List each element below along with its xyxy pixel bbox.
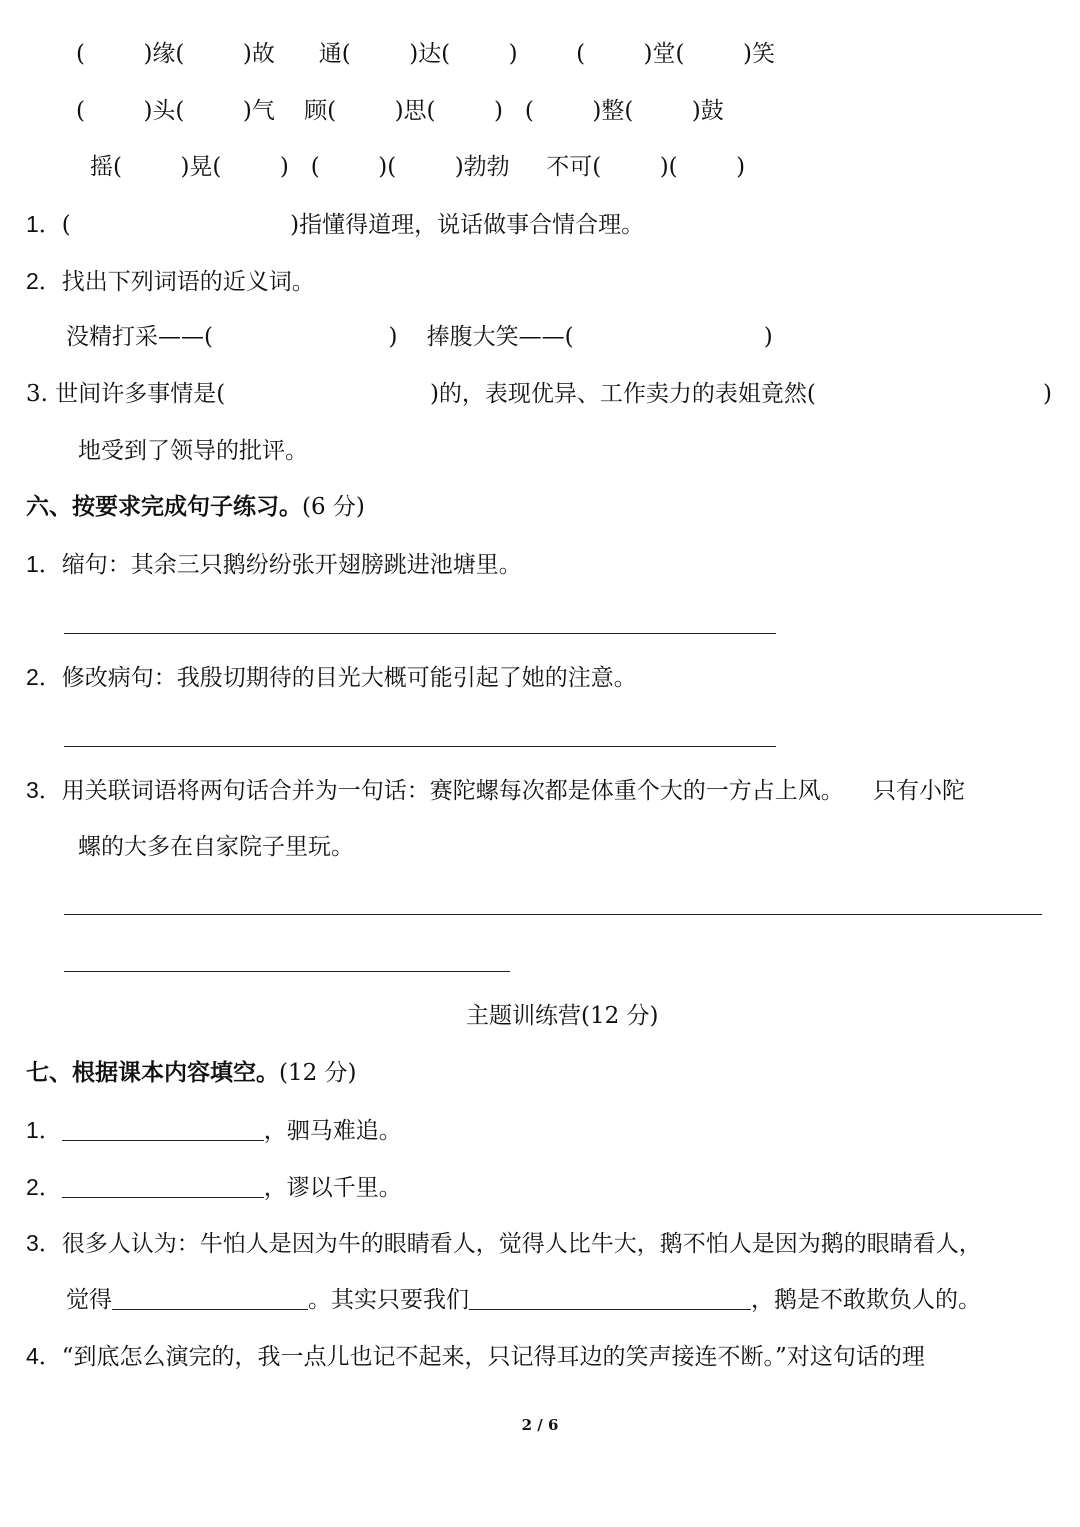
idiom-row-3: 摇( )晃( ) ( )( )勃勃 不可( )( ) <box>90 154 746 180</box>
question-number: 2． <box>26 268 62 294</box>
idiom-row-2: ( )头( )气 顾( )思( ) ( )整( )鼓 <box>76 98 724 124</box>
question-3-close-paren: ) <box>1043 381 1052 407</box>
item-number: 2． <box>26 664 62 690</box>
section-7-item-3 <box>26 1229 982 1258</box>
section-6-title: 六、按要求完成句子练习。 <box>26 493 302 520</box>
question-2 <box>26 267 315 296</box>
blank-prefix: 觉得 <box>66 1287 112 1313</box>
section-7-item-1 <box>26 1116 402 1145</box>
item-number: 2． <box>26 1174 62 1200</box>
item-number: 1． <box>26 1117 62 1143</box>
question-text: 找出下列词语的近义词。 <box>61 269 315 295</box>
blank-middle: 。其实只要我们 <box>308 1287 469 1313</box>
item-number: 3． <box>26 1230 62 1256</box>
answer-line[interactable] <box>64 746 776 747</box>
page-number: 2 / 6 <box>521 1416 559 1434</box>
answer-line[interactable] <box>64 971 510 972</box>
question-1 <box>26 210 644 239</box>
theme-title: 主题训练营(12 分) <box>466 1003 659 1029</box>
section-7-item-4 <box>26 1342 925 1371</box>
item-text: 修改病句：我殷切期待的目光大概可能引起了她的注意。 <box>61 665 637 691</box>
section-6-item-3 <box>26 776 965 805</box>
section-7-item-3-continued <box>66 1286 981 1314</box>
synonym-pairs: 没精打采——( ) 捧腹大笑——( ) <box>66 324 773 350</box>
answer-line[interactable] <box>64 633 776 634</box>
blank-suffix: ，鹅是不敢欺负人的。 <box>751 1287 981 1313</box>
blank[interactable] <box>62 1120 264 1141</box>
section-6-heading <box>26 493 365 521</box>
question-number: 1． <box>26 211 62 237</box>
question-text: ( )指懂得道理，说话做事合情合理。 <box>61 212 645 238</box>
idiom-row-1: ( )缘( )故 通( )达( ) ( )堂( )笑 <box>76 41 775 67</box>
item-number: 4． <box>26 1343 62 1369</box>
item-number: 1． <box>26 551 62 577</box>
item-text: 用关联词语将两句话合并为一句话：赛陀螺每次都是体重个大的一方占上风。 只有小陀 <box>61 778 966 804</box>
section-7-score: (12 分) <box>279 1060 357 1086</box>
blank[interactable] <box>469 1289 751 1310</box>
item-text: 很多人认为：牛怕人是因为牛的眼睛看人，觉得人比牛大，鹅不怕人是因为鹅的眼睛看人， <box>61 1231 982 1257</box>
section-7-title: 七、根据课本内容填空。 <box>26 1059 279 1086</box>
section-7-item-2 <box>26 1173 402 1202</box>
section-6-item-3-continued: 螺的大多在自家院子里玩。 <box>78 834 354 860</box>
section-6-item-2 <box>26 663 637 692</box>
item-text: 缩句：其余三只鹅纷纷张开翅膀跳进池塘里。 <box>61 552 522 578</box>
section-7-heading <box>26 1059 357 1087</box>
item-suffix: ，驷马难追。 <box>263 1118 402 1144</box>
section-6-item-1 <box>26 550 522 579</box>
item-number: 3． <box>26 777 62 803</box>
section-6-score: (6 分) <box>302 494 365 520</box>
blank[interactable] <box>62 1177 264 1198</box>
blank[interactable] <box>112 1289 308 1310</box>
question-3-continued: 地受到了领导的批评。 <box>78 438 308 464</box>
item-suffix: ，谬以千里。 <box>263 1175 402 1201</box>
item-text: “到底怎么演完的，我一点儿也记不起来，只记得耳边的笑声接连不断。”对这句话的理 <box>61 1344 925 1370</box>
question-3: 3. 世间许多事情是( )的，表现优异、工作卖力的表姐竟然( <box>26 381 816 407</box>
answer-line[interactable] <box>64 914 1042 915</box>
